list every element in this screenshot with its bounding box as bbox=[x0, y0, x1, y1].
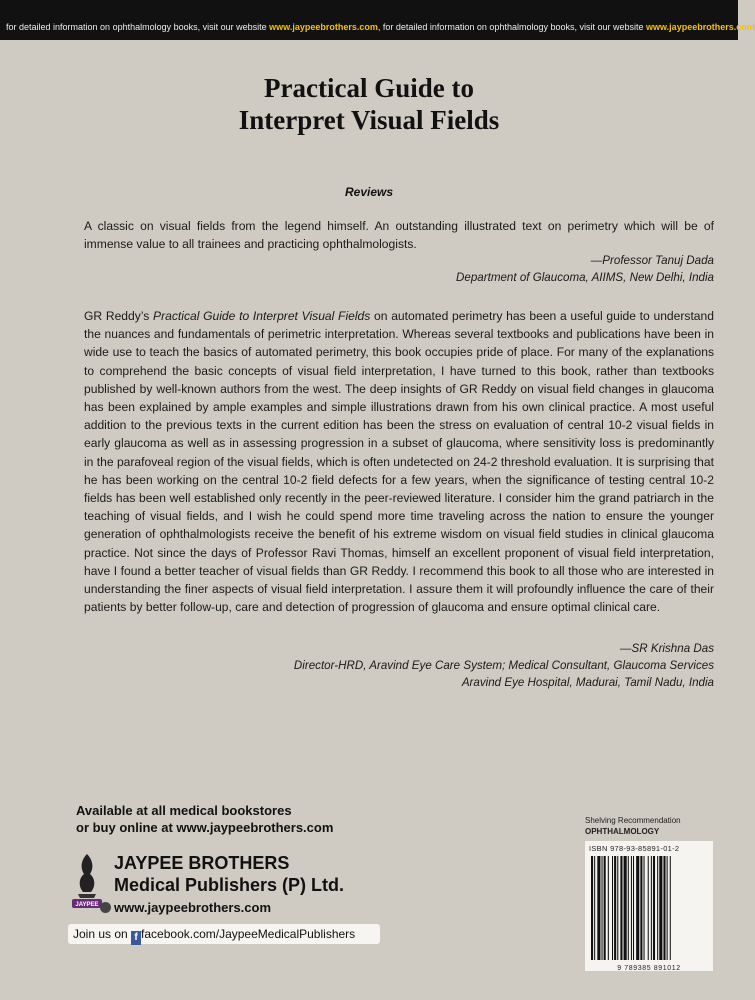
review-2-attribution bbox=[84, 640, 714, 691]
review-1-affiliation: Department of Glaucoma, AIIMS, New Delhi, India bbox=[456, 271, 714, 284]
review-2-book-title: Practical Guide to Interpret Visual Fields bbox=[153, 309, 371, 323]
barcode-bar bbox=[612, 856, 613, 960]
facebook-icon: f bbox=[131, 931, 141, 945]
review-2-text bbox=[84, 307, 714, 616]
shelving-recommendation bbox=[585, 815, 725, 837]
publisher-block bbox=[72, 850, 432, 920]
review-1-attribution bbox=[84, 252, 714, 286]
facebook-link[interactable]: facebook.com/JaypeeMedicalPublishers bbox=[141, 927, 356, 941]
barcode-bar bbox=[597, 856, 600, 960]
ean-number: 9 789385 891012 bbox=[617, 965, 681, 972]
barcode-bar bbox=[604, 856, 606, 960]
book-title-line-1: Practical Guide to bbox=[264, 73, 474, 103]
social-link-box[interactable] bbox=[68, 924, 380, 944]
barcode-bar bbox=[648, 856, 649, 960]
barcode-bars-icon bbox=[589, 856, 707, 960]
barcode-bar bbox=[633, 856, 634, 960]
strip-website-link-1[interactable]: www.jaypeebrothers.com bbox=[269, 22, 378, 32]
barcode-bar bbox=[663, 856, 665, 960]
barcode-bar bbox=[620, 856, 622, 960]
barcode-bar bbox=[594, 856, 595, 960]
barcode-bar bbox=[640, 856, 642, 960]
barcode-bar bbox=[657, 856, 658, 960]
barcode-bar bbox=[670, 856, 671, 960]
barcode-bar bbox=[614, 856, 616, 960]
barcode-bar bbox=[591, 856, 593, 960]
globe-icon bbox=[100, 902, 111, 913]
barcode-bar bbox=[608, 856, 609, 960]
barcode-bar bbox=[659, 856, 662, 960]
review-2-affiliation-1: Director-HRD, Aravind Eye Care System; Medical Consultant, Glaucoma Services bbox=[293, 659, 714, 672]
publisher-name-line-1: JAYPEE BROTHERS bbox=[114, 853, 290, 873]
review-1-text: A classic on visual fields from the legend himself. An outstanding illustrated text on perimetry which will be of immense value to all trainees and practicing ophthalmologists. bbox=[84, 219, 714, 252]
publisher-website-link[interactable]: www.jaypeebrothers.com bbox=[114, 900, 272, 915]
isbn-barcode bbox=[585, 841, 713, 971]
review-2-author: —SR Krishna Das bbox=[619, 642, 714, 655]
strip-text-prefix: for detailed information on ophthalmology books, visit our website bbox=[6, 22, 270, 32]
barcode-bar bbox=[653, 856, 655, 960]
review-2-text-body: on automated perimetry has been a useful guide to understand the nuances and fundamentals of perimetric interpretation. Whereas several textbooks and publications have been in wide use to teach the basics of automated perimetry, this book occupies pride of place. For many of the explanations to comprehend the basic concepts of visual field interpretation, I have turned to this book, rather than textbooks published by well-known authors from the west. The deep insights of GR Reddy on visual field changes in glaucoma has been explained by ample examples and simple illustrations drawn from his own clinical practice. A most useful addition to the previous texts in the current edition has been the stress on evaluation of central 10-2 visual fields in early glaucoma as well as in assessing progression in a subset of glaucoma, where sensitivity loss is predominantly in the parafoveal region of the visual fields, which is often undetected on 24-2 threshold evaluation. It is surprising that he has been working on the central 10-2 field defects for a few years, when the significance of testing central 10-2 fields has been well established only recently in the peer-reviewed literature. I consider him the grand patriarch in the teaching of visual fields, and I wish he could spend more time traveling across the nation to ensure the younger generation of ophthalmologists receive the benefit of his extreme wisdom on visual field studies in clinical glaucoma practice. Not since the days of Professor Ravi Thomas, himself an excellent proponent of visual field interpretation, have I found a better teacher of visual fields than GR Reddy. I recommend this book to all those who are interested in understanding the finer aspects of visual field interpretation. I assure them it will profoundly influence the care of their patients by better follow-up, care and detection of progression of glaucoma and ensure optimal clinical care. bbox=[84, 309, 714, 615]
shelving-label: Shelving Recommendation bbox=[585, 816, 681, 825]
isbn-number: ISBN 978-93-85891-01-2 bbox=[589, 844, 680, 853]
barcode-bar bbox=[624, 856, 627, 960]
barcode-bar bbox=[636, 856, 639, 960]
barcode-bar bbox=[667, 856, 668, 960]
book-title bbox=[0, 72, 738, 136]
strip-text-middle: , for detailed information on ophthalmology books, visit our website bbox=[377, 22, 647, 32]
availability-line-2[interactable]: or buy online at www.jaypeebrothers.com bbox=[76, 820, 334, 835]
book-title-line-2: Interpret Visual Fields bbox=[238, 105, 500, 135]
barcode-bar bbox=[602, 856, 603, 960]
top-info-strip bbox=[0, 0, 755, 40]
barcode-bar bbox=[617, 856, 618, 960]
availability-line-1: Available at all medical bookstores bbox=[76, 803, 292, 818]
review-1-author: —Professor Tanuj Dada bbox=[590, 254, 714, 267]
barcode-bar bbox=[651, 856, 652, 960]
review-2-text-lead: GR Reddy’s bbox=[84, 309, 154, 323]
reviews-heading: Reviews bbox=[344, 185, 394, 199]
barcode-bar bbox=[644, 856, 645, 960]
shelving-category: OPHTHALMOLOGY bbox=[585, 827, 660, 836]
publisher-name bbox=[114, 852, 344, 896]
review-2-affiliation-2: Aravind Eye Hospital, Madurai, Tamil Nadu, India bbox=[461, 676, 714, 689]
strip-website-link-2[interactable]: www.jaypeebrothers.com bbox=[646, 22, 755, 32]
barcode-bar bbox=[631, 856, 632, 960]
publisher-name-line-2: Medical Publishers (P) Ltd. bbox=[114, 875, 345, 895]
publisher-logo-icon bbox=[72, 850, 102, 908]
barcode-bar bbox=[628, 856, 629, 960]
social-prefix: Join us on bbox=[73, 927, 132, 941]
publisher-logo-badge: JAYPEE bbox=[75, 902, 99, 908]
availability-note bbox=[76, 802, 376, 836]
